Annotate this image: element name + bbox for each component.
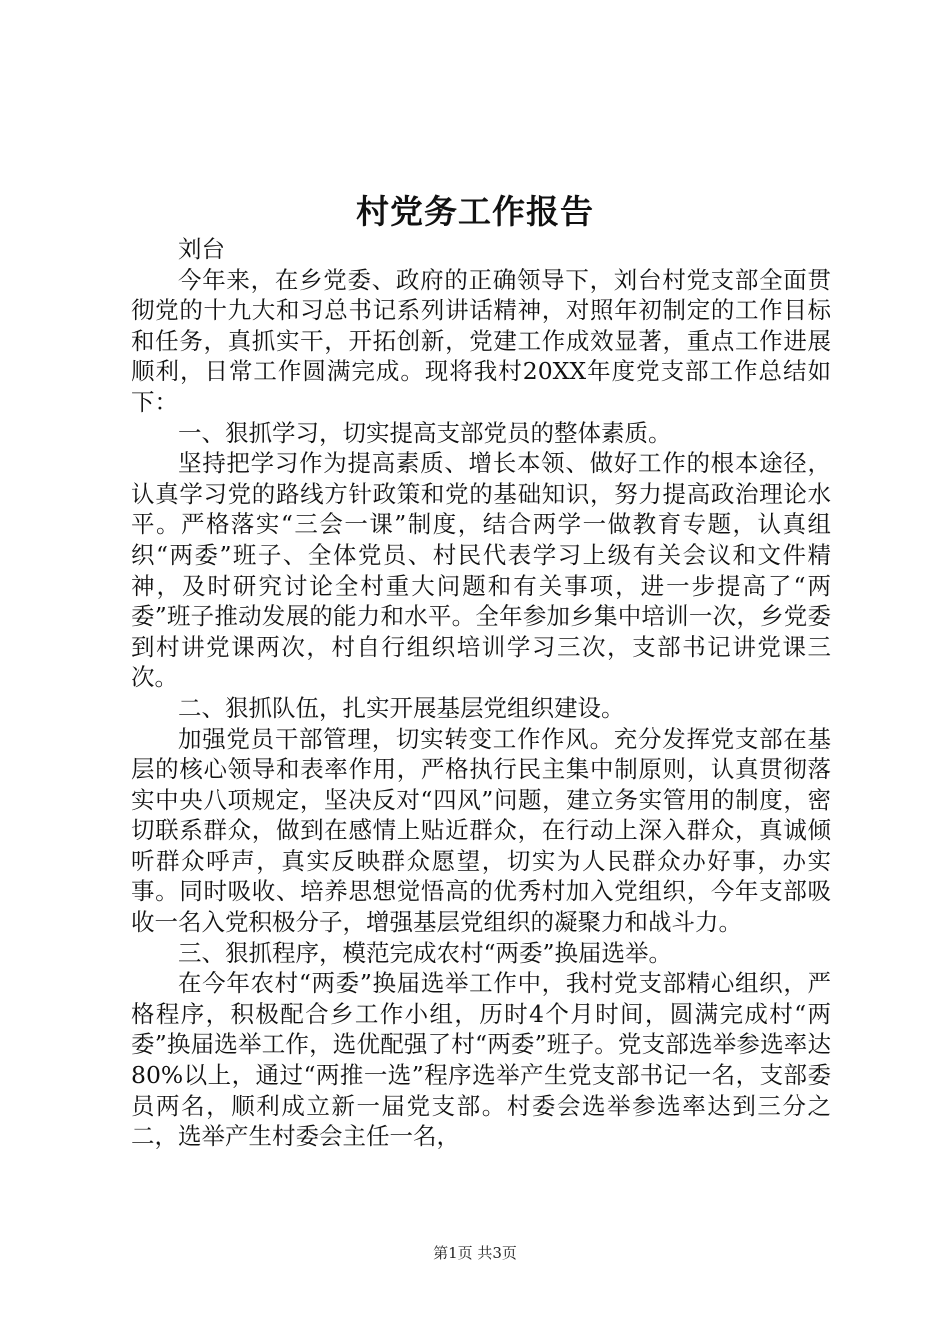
section-paragraph-2: 加强党员干部管理，切实转变工作作风。充分发挥党支部在基层的核心领导和表率作用，严格执行民主集中制原则，认真贯彻落实中央八项规定，坚决反对“四风”问题，建立务实管用的制度，密切联系群众，做到在感情上贴近群众，在行动上深入群众，真诚倾听群众呼声，真实反映群众愿望，切实为人民群众办好事，办实事。同时吸收、培养思想觉悟高的优秀村加入党组织，今年支部吸收一名入党积极分子，增强基层党组织的凝聚力和战斗力。 <box>131 724 831 937</box>
intro-paragraph: 今年来，在乡党委、政府的正确领导下，刘台村党支部全面贯彻党的十九大和习总书记系列讲话精神，对照年初制定的工作目标和任务，真抓实干，开拓创新，党建工作成效显著，重点工作进展顺利，日常工作圆满完成。现将我村20XX年度党支部工作总结如下： <box>131 265 831 416</box>
page-number-footer: 第1页 共3页 <box>433 1244 517 1262</box>
section-heading-3: 三、狠抓程序，模范完成农村“两委”换届选举。 <box>178 938 673 967</box>
section-paragraph-1: 坚持把学习作为提高素质、增长本领、做好工作的根本途径，认真学习党的路线方针政策和党的基础知识，努力提高政治理论水平。严格落实“三会一课”制度，结合两学一做教育专题，认真组织“两委”班子、全体党员、村民代表学习上级有关会议和文件精神，及时研究讨论全村重大问题和有关事项，进一步提高了“两委”班子推动发展的能力和水平。全年参加乡集中培训一次，乡党委到村讲党课两次，村自行组织培训学习三次，支部书记讲党课三次。 <box>131 449 831 692</box>
section-paragraph-3: 在今年农村“两委”换届选举工作中，我村党支部精心组织，严格程序，积极配合乡工作小组，历时4个月时间，圆满完成村“两委”换届选举工作，选优配强了村“两委”班子。党支部选举参选率达80%以上，通过“两推一选”程序选举产生党支部书记一名，支部委员两名，顺利成立新一届党支部。村委会选举参选率达到三分之二，选举产生村委会主任一名， <box>131 969 831 1151</box>
author-line: 刘台 <box>178 235 225 263</box>
document-body <box>131 234 831 1152</box>
section-heading-2: 二、狠抓队伍，扎实开展基层党组织建设。 <box>178 693 625 722</box>
document-title: 村党务工作报告 <box>356 192 594 231</box>
section-heading-1: 一、狠抓学习，切实提高支部党员的整体素质。 <box>178 418 672 447</box>
